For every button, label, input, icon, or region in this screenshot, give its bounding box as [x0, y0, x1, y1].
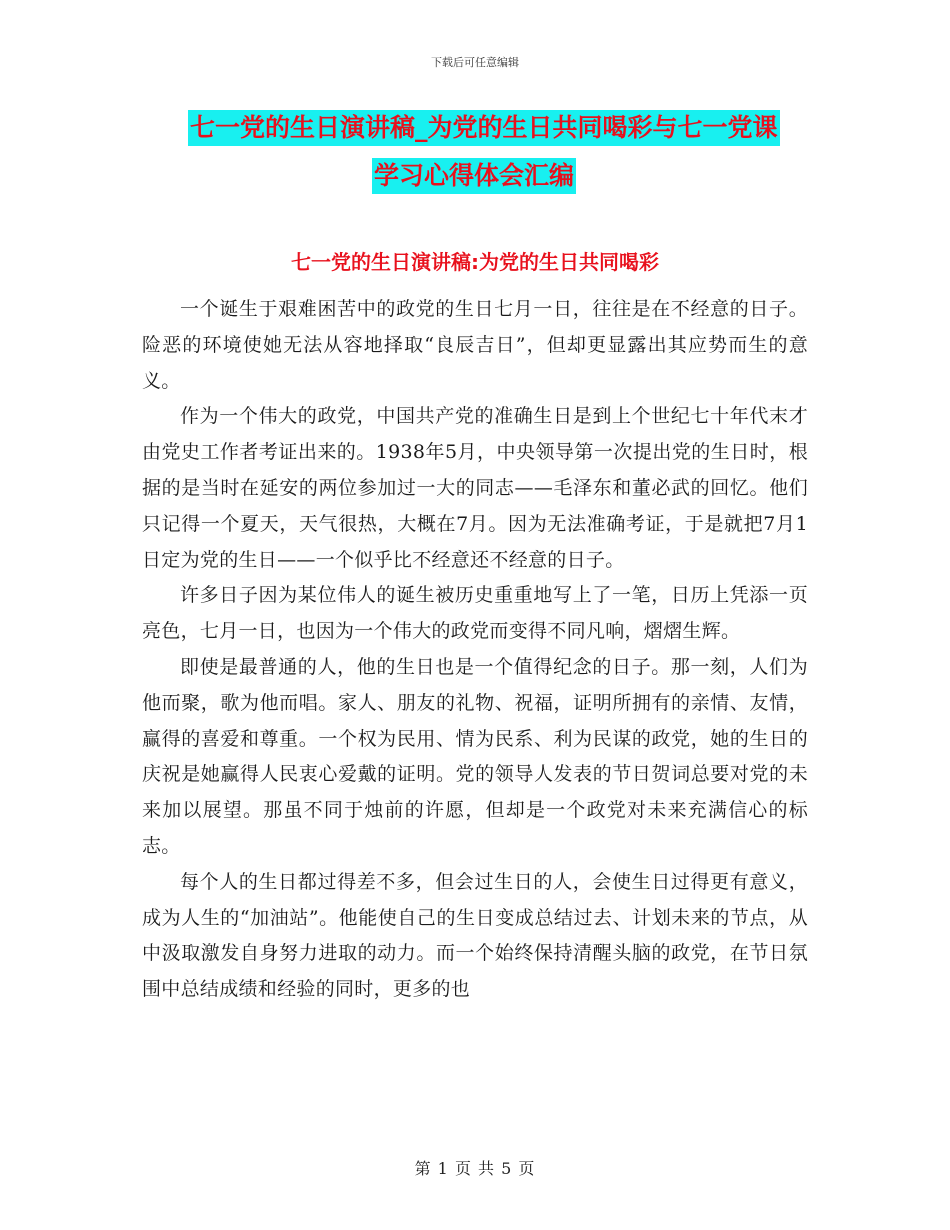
- paragraph: 每个人的生日都过得差不多，但会过生日的人，会使生日过得更有意义，成为人生的“加油站”。他能使自己的生日变成总结过去、计划未来的节点，从中汲取激发自身努力进取的动力。而一个始终保持清醒头脑的政党，在节日氛围中总结成绩和经验的同时，更多的也: [142, 870, 808, 1001]
- paragraph: 许多日子因为某位伟人的诞生被历史重重地写上了一笔，日历上凭添一页亮色，七月一日，也因为一个伟大的政党而变得不同凡响，熠熠生辉。: [142, 584, 808, 643]
- title-line-2: 学习心得体会汇编: [372, 158, 576, 194]
- body-text: [142, 292, 808, 1008]
- title-line-1: 七一党的生日演讲稿_为党的生日共同喝彩与七一党课: [188, 110, 780, 146]
- section-heading: 七一党的生日演讲稿:为党的生日共同喝彩: [291, 250, 659, 274]
- paragraph: 即使是最普通的人，他的生日也是一个值得纪念的日子。那一刻，人们为他而聚，歌为他而唱。家人、朋友的礼物、祝福，证明所拥有的亲情、友情，赢得的喜爱和尊重。一个权为民用、情为民系、利为民谋的政党，她的生日的庆祝是她赢得人民衷心爱戴的证明。党的领导人发表的节日贺词总要对党的未来加以展望。那虽不同于烛前的许愿，但却是一个政党对未来充满信心的标志。: [142, 655, 808, 857]
- page-footer: 第 1 页 共 5 页: [414, 1159, 536, 1178]
- paragraph: 一个诞生于艰难困苦中的政党的生日七月一日，往往是在不经意的日子。险恶的环境使她无法从容地择取“良辰吉日”，但却更显露出其应势而生的意义。: [142, 298, 808, 392]
- paragraph: 作为一个伟大的政党，中国共产党的准确生日是到上个世纪七十年代末才由党史工作者考证出来的。1938年5月，中央领导第一次提出党的生日时，根据的是当时在延安的两位参加过一大的同志——毛泽东和董必武的回忆。他们只记得一个夏天，天气很热，大概在7月。因为无法准确考证，于是就把7月1日定为党的生日——一个似乎比不经意还不经意的日子。: [142, 405, 808, 571]
- header-note: 下载后可任意编辑: [431, 56, 519, 69]
